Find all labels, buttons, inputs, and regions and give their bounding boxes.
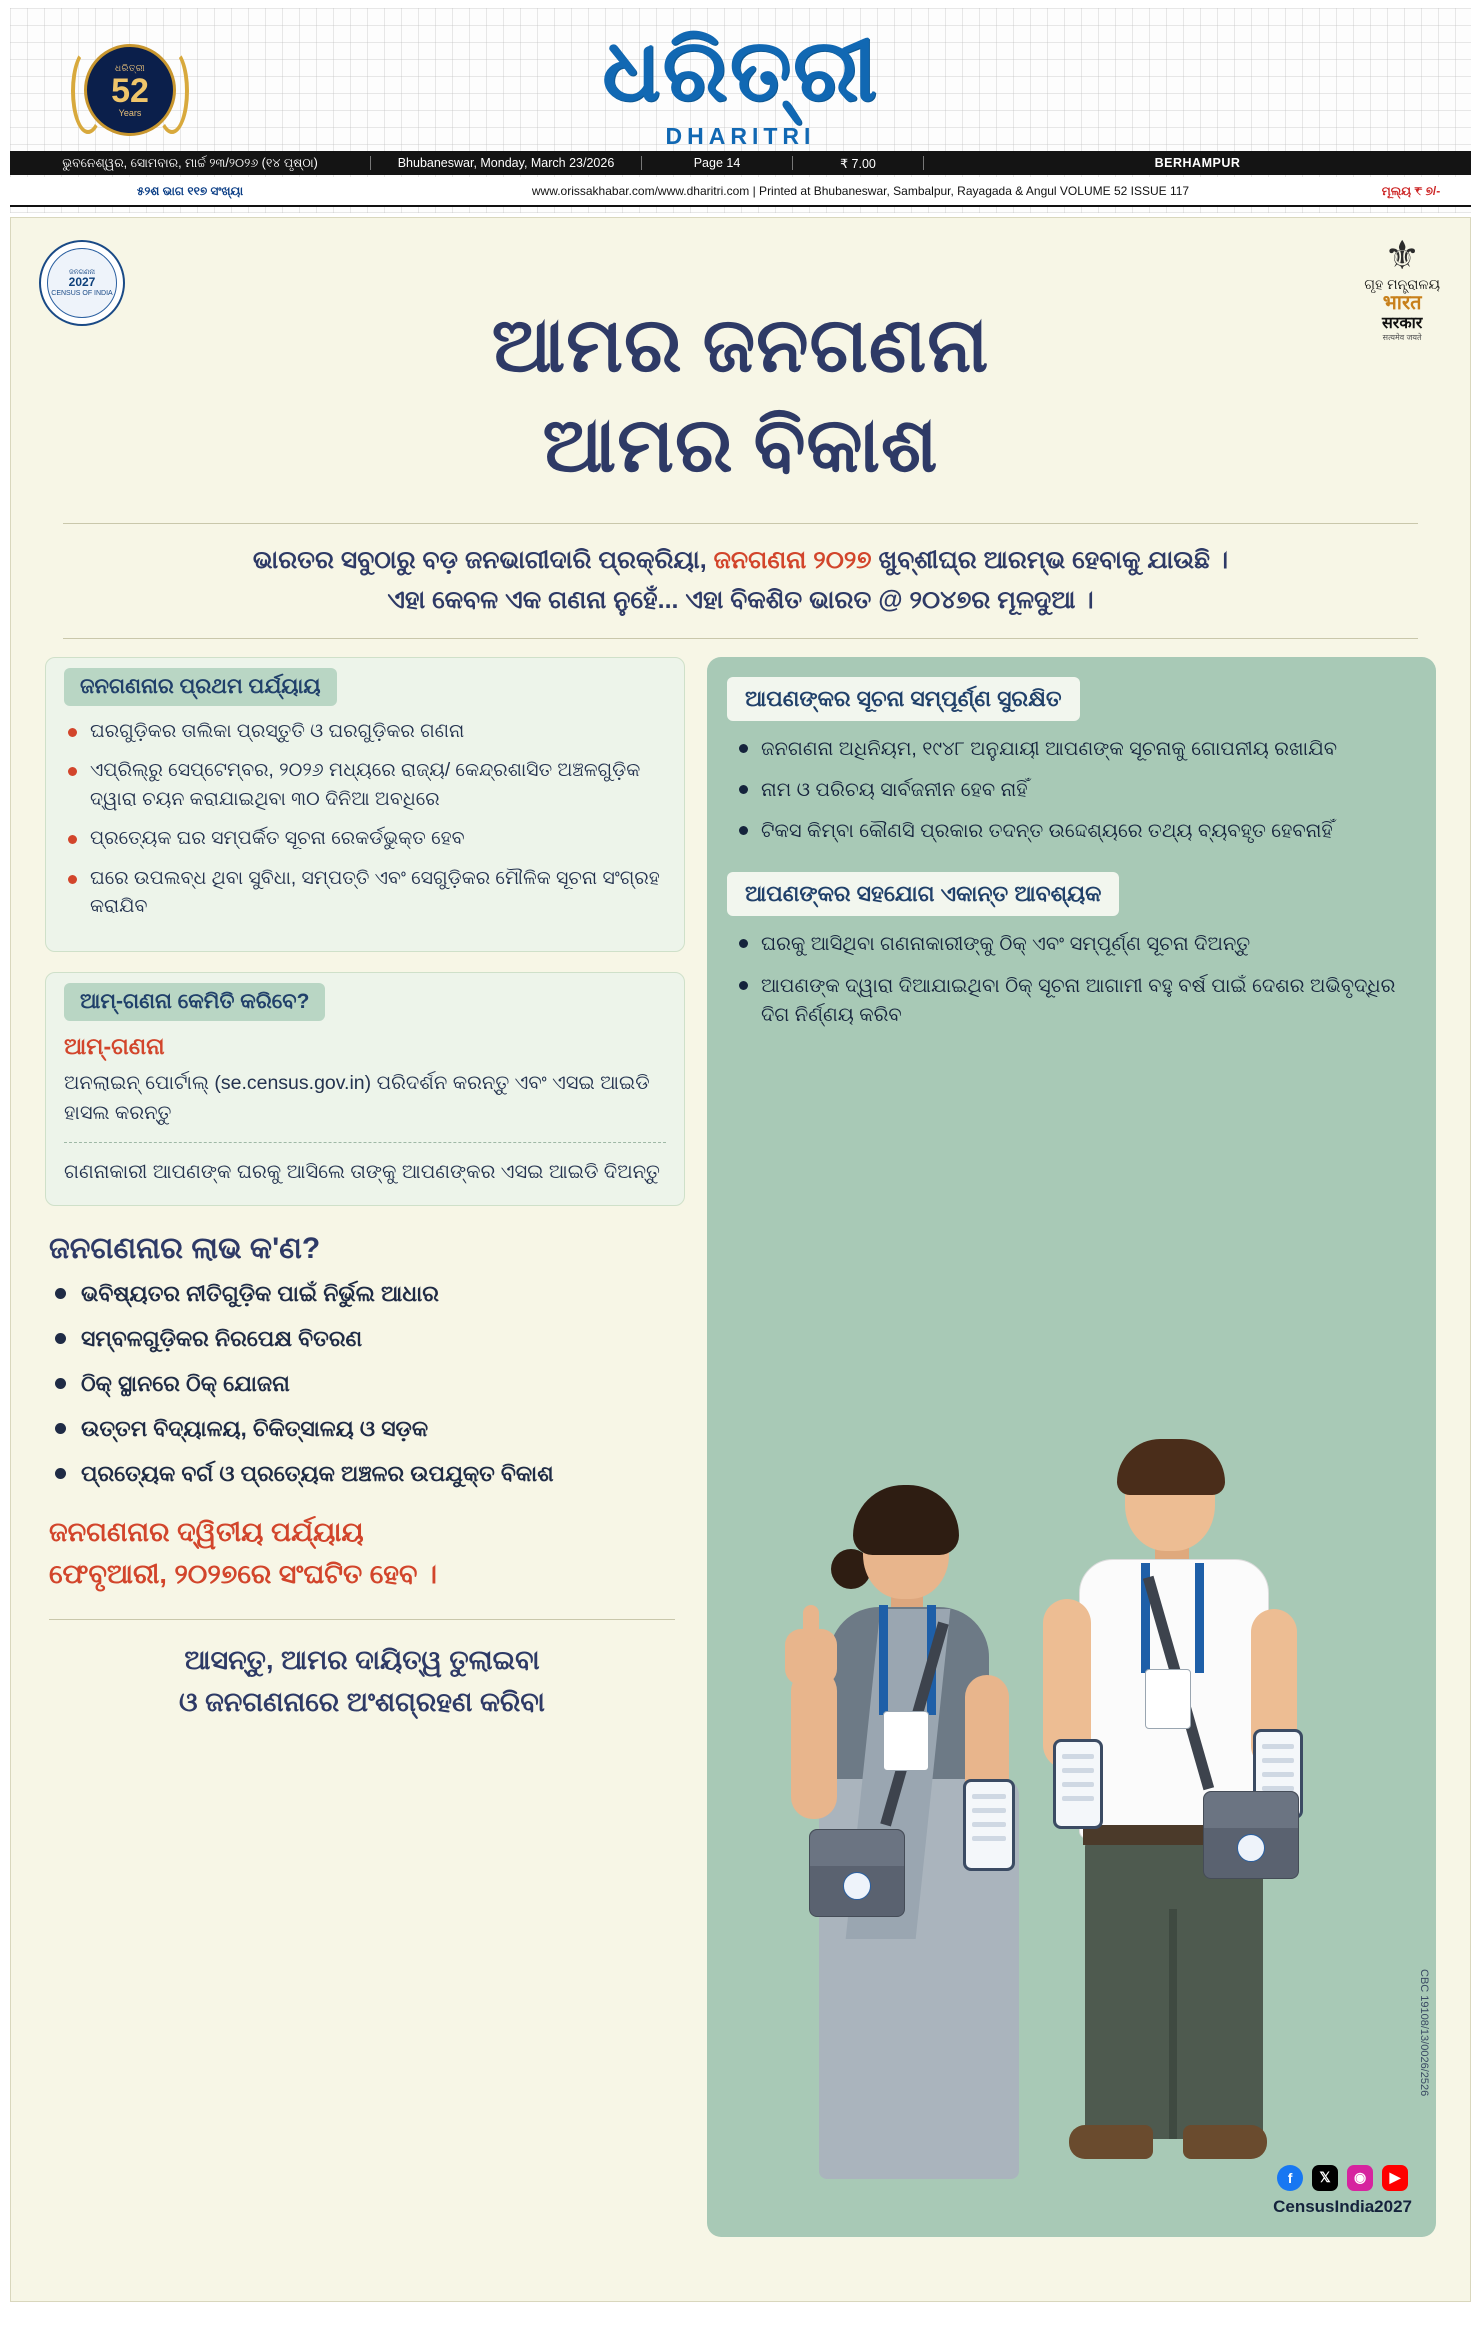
left-shoe — [1069, 2125, 1153, 2159]
phone-content-line — [1062, 1782, 1094, 1787]
edition-name: BERHAMPUR — [1154, 156, 1241, 170]
english-dateline: Bhubaneswar, Monday, March 23/2026 — [397, 156, 615, 170]
anniversary-top-label: ଧରିତ୍ରୀ — [114, 62, 146, 73]
hair — [853, 1485, 959, 1555]
phone-content-line — [972, 1822, 1006, 1827]
phone-content-line — [1062, 1754, 1094, 1759]
tagline-line-1 — [63, 540, 1418, 580]
masthead-info-strip — [10, 151, 1471, 175]
phone-content-line — [1262, 1758, 1294, 1763]
list-item: ସମ୍ବଳଗୁଡ଼ିକର ନିରପେକ୍ଷ ବିତରଣ — [51, 1323, 685, 1355]
x-twitter-icon[interactable]: 𝕏 — [1312, 2165, 1338, 2191]
right-column — [707, 657, 1436, 2237]
phase-two-line-1: ଜନଗଣନାର ଦ୍ୱିତୀୟ ପର୍ଯ୍ୟାୟ — [49, 1516, 364, 1547]
census-bag — [1203, 1791, 1299, 1879]
satyameva-jayate-label: सत्यमेव जयते — [1382, 333, 1422, 343]
social-icons — [1273, 2165, 1412, 2191]
enumerators-illustration — [707, 1419, 1436, 2179]
list-item: ଜନଗଣନା ଅଧିନିୟମ, ୧୯୪୮ ଅନୁଯାୟୀ ଆପଣଙ୍କ ସୂଚନାକୁ ଗୋପନୀୟ ରଖାଯିବ — [733, 735, 1412, 764]
poster-title-line-2: ଆମର ବିକାଶ — [542, 404, 939, 489]
census-of-india-seal — [39, 240, 125, 326]
lanyard — [879, 1605, 888, 1715]
page-number: Page 14 — [693, 156, 741, 170]
odia-volume-issue: ୫୨ଶ ଭାଗ ୧୧୭ ସଂଖ୍ୟା — [136, 183, 244, 198]
tagline-part-2: ଖୁବ୍‌ଶୀଘ୍ର ଆରମ୍ଭ ହେବାକୁ ଯାଉଛି । — [871, 545, 1229, 574]
government-of-india-emblem — [1364, 236, 1440, 343]
bag-flap — [810, 1830, 904, 1866]
seal-inner — [47, 248, 117, 318]
benefits-list — [51, 1278, 685, 1489]
leg-seam — [1169, 1909, 1177, 2139]
thumb — [803, 1605, 819, 1639]
seal-line3: CENSUS OF INDIA — [51, 289, 113, 297]
poster-title — [11, 218, 1470, 497]
phone-content-line — [1262, 1772, 1294, 1777]
social-handle: CensusIndia2027 — [1273, 2196, 1412, 2216]
hair — [1117, 1439, 1225, 1495]
ministry-odia-label: ଗୃହ ମନ୍ତ୍ରାଳୟ — [1364, 276, 1440, 292]
closing-line-1: ଆସନ୍ତୁ, ଆମର ଦାୟିତ୍ୱ ତୁଲାଇବା — [184, 1645, 540, 1676]
facebook-icon[interactable]: f — [1277, 2165, 1303, 2191]
list-item: ଟିକସ କିମ୍ବା କୌଣସି ପ୍ରକାର ତଦନ୍ତ ଉଦ୍ଦେଶ୍ୟରେ ତଥ୍ୟ ବ୍ୟବହୃତ ହେବନାହିଁ — [733, 817, 1412, 846]
instagram-icon[interactable]: ◉ — [1347, 2165, 1373, 2191]
self-enumeration-card — [45, 972, 685, 1207]
smartphone — [1053, 1739, 1103, 1829]
youtube-icon[interactable]: ▶ — [1382, 2165, 1408, 2191]
sarkar-label: सरकार — [1381, 315, 1423, 333]
closing-call-to-action — [49, 1619, 675, 1724]
self-enumeration-step-1: ଅନଲାଇନ୍‌ ପୋର୍ଟାଲ୍‌ (se.census.gov.in) ପରିଦର୍ଶନ କରନ୍ତୁ ଏବଂ ଏସଇ ଆଇଡି ହାସଲ କରନ୍ତୁ — [64, 1071, 650, 1124]
masthead — [10, 8, 1471, 213]
self-enumeration-heading: ଆମ୍‌-ଗଣନା କେମିତି କରିବେ? — [64, 983, 325, 1021]
seal-year: 2027 — [68, 275, 96, 290]
list-item: ପ୍ରତ୍ୟେକ ବର୍ଗ ଓ ପ୍ରତ୍ୟେକ ଅଞ୍ଚଳର ଉପଯୁକ୍ତ ବିକାଶ — [51, 1458, 685, 1490]
phase-one-list — [64, 718, 666, 922]
cover-price: ₹ 7.00 — [840, 156, 876, 171]
smartphone — [963, 1779, 1015, 1871]
list-item: ଘରେ ଉପଲବ୍ଧ ଥିବା ସୁବିଧା, ସମ୍ପତ୍ତି ଏବଂ ସେଗୁଡ଼ିକର ମୌଳିକ ସୂଚନା ସଂଗ୍ରହ କରାଯିବ — [64, 865, 666, 922]
list-item: ଠିକ୍‌ ସ୍ଥାନରେ ଠିକ୍‌ ଯୋଜନା — [51, 1368, 685, 1400]
bag-census-logo — [1237, 1834, 1265, 1862]
cbc-code: CBC 19108/13/0026/2526 — [1418, 1969, 1430, 2097]
tagline-part-1: ଭାରତର ସବୁଠାରୁ ବଡ଼ ଜନଭାଗୀଦାରି ପ୍ରକ୍ରିୟା, — [252, 545, 714, 574]
closing-line-2: ଓ ଜନଗଣନାରେ ଅଂଶଗ୍ରହଣ କରିବା — [179, 1687, 545, 1718]
phone-content-line — [1262, 1744, 1294, 1749]
cooperation-list — [733, 930, 1412, 1030]
odia-dateline: ଭୁବନେଶ୍ୱର, ସୋମବାର, ମାର୍ଚ୍ଚ ୨୩/୨୦୨୬ (୧୪ ପୃଷ୍ଠା) — [62, 155, 318, 170]
data-security-list — [733, 735, 1412, 847]
bag-census-logo — [843, 1872, 871, 1900]
id-card — [883, 1711, 929, 1771]
poster-title-line-1: ଆମର ଜନଗଣନା — [491, 304, 990, 388]
anniversary-number: 52 — [111, 71, 149, 110]
seal-line1: ଜନଗଣନା — [69, 268, 95, 276]
tagline-line-2: ଏହା କେବଳ ଏକ ଗଣନା ନୁହେଁ... ଏହା ବିକଶିତ ଭାରତ @ ୨୦୪୭ର ମୂଳଦୁଆ । — [387, 585, 1094, 614]
list-item: ଭବିଷ୍ୟତର ନୀତିଗୁଡ଼ିକ ପାଇଁ ନିର୍ଭୁଲ ଆଧାର — [51, 1278, 685, 1310]
id-card — [1145, 1669, 1191, 1729]
list-item: ଘରଗୁଡ଼ିକର ତାଲିକା ପ୍ରସ୍ତୁତି ଓ ଘରଗୁଡ଼ିକର ଗଣନା — [64, 718, 666, 747]
phone-content-line — [972, 1794, 1006, 1799]
phone-content-line — [1262, 1786, 1294, 1791]
male-enumerator-figure — [1007, 1439, 1337, 2179]
odia-price: ମୂଲ୍ୟ ₹ ୭/- — [1381, 183, 1441, 198]
phase-one-heading: ଜନଗଣନାର ପ୍ରଥମ ପର୍ଯ୍ୟାୟ — [64, 668, 337, 706]
census-advertisement — [10, 217, 1471, 2302]
phase-two-note — [49, 1512, 685, 1596]
divider — [64, 1142, 666, 1143]
logo-english-text: DHARITRI — [665, 122, 816, 149]
poster-body — [45, 657, 1436, 2237]
poster-tagline — [63, 523, 1418, 639]
self-enumeration-title: ଆମ୍‌-ଗଣନା — [64, 1032, 165, 1059]
lanyard — [1195, 1563, 1204, 1673]
green-info-panel — [707, 657, 1436, 2237]
list-item: ଘରକୁ ଆସିଥିବା ଗଣନାକାରୀଙ୍କୁ ଠିକ୍‌ ଏବଂ ସମ୍ପୂର୍ଣ୍ଣ ସୂଚନା ଦିଅନ୍ତୁ — [733, 930, 1412, 959]
newspaper-logo — [10, 22, 1471, 150]
list-item: ଏପ୍ରିଲ୍‌ରୁ ସେପ୍ଟେମ୍ବର, ୨୦୨୬ ମଧ୍ୟରେ ରାଜ୍ୟ/ କେନ୍ଦ୍ରଶାସିତ ଅଞ୍ଚଳଗୁଡ଼ିକ ଦ୍ୱାରା ଚୟନ କରାଯାଇଥିବା ୩୦ ଦିନିଆ ଅବଧିରେ — [64, 757, 666, 814]
census-bag — [809, 1829, 905, 1917]
phone-content-line — [972, 1808, 1006, 1813]
self-enumeration-step-2: ଗଣନାକାରୀ ଆପଣଙ୍କ ଘରକୁ ଆସିଲେ ତାଙ୍କୁ ଆପଣଙ୍କର ଏସଇ ଆଇଡି ଦିଅନ୍ତୁ — [64, 1161, 660, 1184]
logo-odia-text: ଧରିତ୍ରୀ — [602, 23, 879, 119]
list-item: ଆପଣଙ୍କ ଦ୍ୱାରା ଦିଆଯାଇଥିବା ଠିକ୍‌ ସୂଚନା ଆଗାମୀ ବହୁ ବର୍ଷ ପାଇଁ ଦେଶର ଅଭିବୃଦ୍ଧିର ଦିଗ ନିର୍ଣ୍ଣୟ କରିବ — [733, 972, 1412, 1031]
anniversary-years-label: Years — [118, 107, 142, 118]
phone-content-line — [972, 1836, 1006, 1841]
cooperation-heading: ଆପଣଙ୍କର ସହଯୋଗ ଏକାନ୍ତ ଆବଶ୍ୟକ — [727, 872, 1119, 916]
social-media-row — [1273, 2165, 1412, 2217]
cooperation-block — [727, 872, 1416, 1030]
phone-content-line — [1062, 1768, 1094, 1773]
phone-content-line — [1062, 1796, 1094, 1801]
list-item: ଉତ୍ତମ ବିଦ୍ୟାଳୟ, ଚିକିତ୍ସାଳୟ ଓ ସଡ଼କ — [51, 1413, 685, 1445]
list-item: ପ୍ରତ୍ୟେକ ଘର ସମ୍ପର୍କିତ ସୂଚନା ରେକର୍ଡଭୁକ୍ତ ହେବ — [64, 825, 666, 854]
right-shoe — [1183, 2125, 1267, 2159]
masthead-secondary-strip — [10, 177, 1471, 207]
website-and-volume-line: www.orissakhabar.com/www.dharitri.com | Printed at Bhubaneswar, Sambalpur, Rayagada & Angul VOLUME 52 ISSUE 117 — [531, 184, 1190, 198]
left-column — [45, 657, 685, 2237]
data-security-heading: ଆପଣଙ୍କର ସୂଚନା ସମ୍ପୂର୍ଣ୍ଣ ସୁରକ୍ଷିତ — [727, 677, 1080, 721]
phase-two-line-2: ଫେବୃଆରୀ, ୨୦୨୭ରେ ସଂଘଟିତ ହେବ । — [49, 1558, 438, 1589]
phase-one-card — [45, 657, 685, 952]
left-arm — [791, 1669, 837, 1819]
benefits-heading: ଜନଗଣନାର ଲାଭ କ'ଣ? — [49, 1232, 321, 1266]
ashoka-pillar-icon: ⚜ — [1384, 234, 1421, 278]
list-item: ନାମ ଓ ପରିଚୟ ସାର୍ବଜନୀନ ହେବ ନାହିଁ — [733, 776, 1412, 805]
bag-flap — [1204, 1792, 1298, 1828]
tagline-highlight: ଜନଗଣନା ୨୦୨୭ — [713, 545, 872, 574]
bharat-label: भारत — [1382, 292, 1422, 315]
